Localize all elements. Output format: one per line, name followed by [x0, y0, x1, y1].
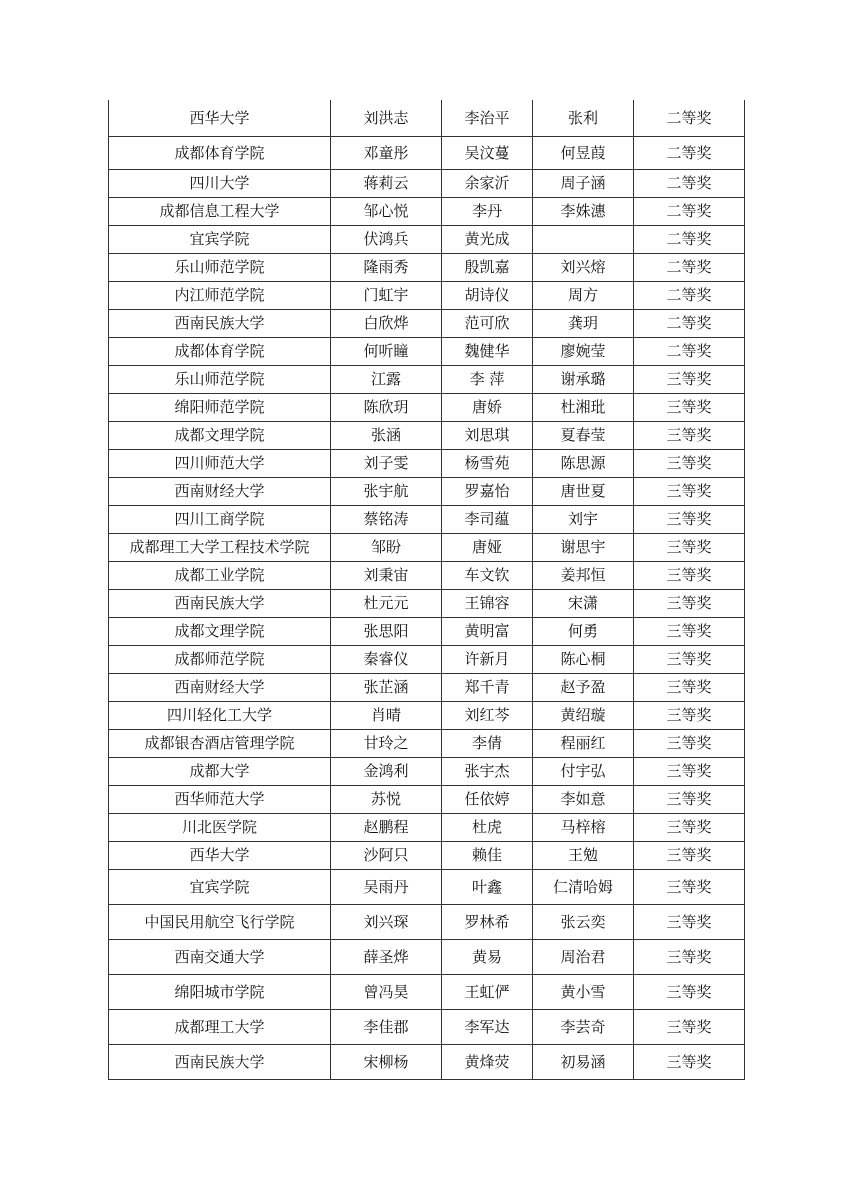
- school-cell: 绵阳城市学院: [109, 974, 331, 1009]
- table-row: [109, 1044, 745, 1079]
- school-cell: 西华师范大学: [109, 785, 331, 813]
- award-cell: 三等奖: [634, 533, 745, 561]
- member-cell: 伏鸿兵: [331, 225, 442, 253]
- school-cell: 四川大学: [109, 169, 331, 197]
- award-cell: 三等奖: [634, 785, 745, 813]
- award-cell: 三等奖: [634, 974, 745, 1009]
- school-cell: 四川轻化工大学: [109, 701, 331, 729]
- table-row: [109, 589, 745, 617]
- member-cell: 张宇航: [331, 477, 442, 505]
- member-cell: 赵予盈: [533, 673, 634, 701]
- member-cell: 殷凯嘉: [442, 253, 533, 281]
- member-cell: 周方: [533, 281, 634, 309]
- member-cell: 唐世夏: [533, 477, 634, 505]
- table-row: [109, 974, 745, 1009]
- school-cell: 西南财经大学: [109, 477, 331, 505]
- school-cell: 宜宾学院: [109, 869, 331, 904]
- member-cell: 李丹: [442, 197, 533, 225]
- school-cell: 成都理工大学工程技术学院: [109, 533, 331, 561]
- table-row: [109, 533, 745, 561]
- school-cell: 中国民用航空飞行学院: [109, 904, 331, 939]
- member-cell: 黄绍璇: [533, 701, 634, 729]
- school-cell: 乐山师范学院: [109, 253, 331, 281]
- award-cell: 二等奖: [634, 337, 745, 365]
- school-cell: 西南民族大学: [109, 1044, 331, 1079]
- member-cell: 廖婉莹: [533, 337, 634, 365]
- school-cell: 乐山师范学院: [109, 365, 331, 393]
- table-row: [109, 136, 745, 169]
- award-cell: 二等奖: [634, 197, 745, 225]
- school-cell: 成都理工大学: [109, 1009, 331, 1044]
- member-cell: 陈心桐: [533, 645, 634, 673]
- member-cell: 何听瞳: [331, 337, 442, 365]
- school-cell: 成都工业学院: [109, 561, 331, 589]
- school-cell: 西南民族大学: [109, 309, 331, 337]
- member-cell: 初易涵: [533, 1044, 634, 1079]
- award-cell: 三等奖: [634, 904, 745, 939]
- member-cell: 张思阳: [331, 617, 442, 645]
- school-cell: 成都文理学院: [109, 421, 331, 449]
- member-cell: 吴汶蔓: [442, 136, 533, 169]
- member-cell: 任依婷: [442, 785, 533, 813]
- member-cell: 李军达: [442, 1009, 533, 1044]
- awards-table: [108, 100, 745, 1080]
- member-cell: 宋柳杨: [331, 1044, 442, 1079]
- award-cell: 二等奖: [634, 281, 745, 309]
- member-cell: 李芸奇: [533, 1009, 634, 1044]
- award-cell: 三等奖: [634, 365, 745, 393]
- member-cell: 马梓榕: [533, 813, 634, 841]
- school-cell: 川北医学院: [109, 813, 331, 841]
- member-cell: 隆雨秀: [331, 253, 442, 281]
- member-cell: 曾冯昊: [331, 974, 442, 1009]
- school-cell: 成都文理学院: [109, 617, 331, 645]
- member-cell: 魏健华: [442, 337, 533, 365]
- member-cell: 邓童彤: [331, 136, 442, 169]
- school-cell: 西南交通大学: [109, 939, 331, 974]
- member-cell: 白欣烨: [331, 309, 442, 337]
- member-cell: 邹心悦: [331, 197, 442, 225]
- school-cell: 成都体育学院: [109, 337, 331, 365]
- award-cell: 三等奖: [634, 617, 745, 645]
- school-cell: 成都师范学院: [109, 645, 331, 673]
- member-cell: 李倩: [442, 729, 533, 757]
- award-cell: 二等奖: [634, 309, 745, 337]
- member-cell: 周子涵: [533, 169, 634, 197]
- member-cell: 金鸿利: [331, 757, 442, 785]
- member-cell: 赵鹏程: [331, 813, 442, 841]
- member-cell: 黄烽荧: [442, 1044, 533, 1079]
- table-row: [109, 477, 745, 505]
- award-cell: 三等奖: [634, 729, 745, 757]
- school-cell: 成都信息工程大学: [109, 197, 331, 225]
- table-row: [109, 645, 745, 673]
- table-row: [109, 253, 745, 281]
- member-cell: 姜邦恒: [533, 561, 634, 589]
- member-cell: [533, 225, 634, 253]
- member-cell: 杜湘玭: [533, 393, 634, 421]
- member-cell: 张利: [533, 100, 634, 136]
- member-cell: 黄光成: [442, 225, 533, 253]
- member-cell: 蒋莉云: [331, 169, 442, 197]
- award-cell: 三等奖: [634, 1009, 745, 1044]
- member-cell: 江露: [331, 365, 442, 393]
- member-cell: 邹盼: [331, 533, 442, 561]
- member-cell: 刘宇: [533, 505, 634, 533]
- award-cell: 三等奖: [634, 589, 745, 617]
- member-cell: 李治平: [442, 100, 533, 136]
- member-cell: 许新月: [442, 645, 533, 673]
- award-cell: 三等奖: [634, 757, 745, 785]
- member-cell: 程丽红: [533, 729, 634, 757]
- table-row: [109, 841, 745, 869]
- member-cell: 王虹俨: [442, 974, 533, 1009]
- award-cell: 三等奖: [634, 477, 745, 505]
- member-cell: 陈欣玥: [331, 393, 442, 421]
- member-cell: 王锦容: [442, 589, 533, 617]
- member-cell: 赖佳: [442, 841, 533, 869]
- member-cell: 杜元元: [331, 589, 442, 617]
- table-row: [109, 100, 745, 136]
- school-cell: 绵阳师范学院: [109, 393, 331, 421]
- award-cell: 二等奖: [634, 225, 745, 253]
- member-cell: 秦睿仪: [331, 645, 442, 673]
- school-cell: 西华大学: [109, 100, 331, 136]
- table-row: [109, 673, 745, 701]
- school-cell: 宜宾学院: [109, 225, 331, 253]
- member-cell: 郑千青: [442, 673, 533, 701]
- member-cell: 李 萍: [442, 365, 533, 393]
- table-row: [109, 869, 745, 904]
- member-cell: 唐娅: [442, 533, 533, 561]
- award-cell: 三等奖: [634, 1044, 745, 1079]
- award-cell: 三等奖: [634, 841, 745, 869]
- member-cell: 李佳郡: [331, 1009, 442, 1044]
- member-cell: 周治君: [533, 939, 634, 974]
- table-row: [109, 701, 745, 729]
- member-cell: 唐娇: [442, 393, 533, 421]
- member-cell: 刘兴琛: [331, 904, 442, 939]
- award-cell: 三等奖: [634, 505, 745, 533]
- member-cell: 吴雨丹: [331, 869, 442, 904]
- member-cell: 王勉: [533, 841, 634, 869]
- school-cell: 西南财经大学: [109, 673, 331, 701]
- award-cell: 三等奖: [634, 701, 745, 729]
- member-cell: 龚玥: [533, 309, 634, 337]
- member-cell: 甘玲之: [331, 729, 442, 757]
- member-cell: 夏春莹: [533, 421, 634, 449]
- table-row: [109, 365, 745, 393]
- member-cell: 何昱葭: [533, 136, 634, 169]
- member-cell: 谢思宇: [533, 533, 634, 561]
- table-row: [109, 309, 745, 337]
- member-cell: 蔡铭涛: [331, 505, 442, 533]
- member-cell: 肖晴: [331, 701, 442, 729]
- table-row: [109, 617, 745, 645]
- member-cell: 李姝潓: [533, 197, 634, 225]
- member-cell: 车文钦: [442, 561, 533, 589]
- table-row: [109, 757, 745, 785]
- table-row: [109, 449, 745, 477]
- award-cell: 二等奖: [634, 100, 745, 136]
- member-cell: 苏悦: [331, 785, 442, 813]
- member-cell: 罗嘉怡: [442, 477, 533, 505]
- member-cell: 胡诗仪: [442, 281, 533, 309]
- member-cell: 余家沂: [442, 169, 533, 197]
- award-cell: 二等奖: [634, 253, 745, 281]
- award-cell: 二等奖: [634, 136, 745, 169]
- table-row: [109, 393, 745, 421]
- member-cell: 仁清哈姆: [533, 869, 634, 904]
- member-cell: 门虹宇: [331, 281, 442, 309]
- award-cell: 三等奖: [634, 939, 745, 974]
- school-cell: 成都银杏酒店管理学院: [109, 729, 331, 757]
- table-row: [109, 337, 745, 365]
- member-cell: 杜虎: [442, 813, 533, 841]
- table-row: [109, 421, 745, 449]
- member-cell: 黄明富: [442, 617, 533, 645]
- member-cell: 范可欣: [442, 309, 533, 337]
- award-cell: 三等奖: [634, 869, 745, 904]
- member-cell: 薛圣烨: [331, 939, 442, 974]
- member-cell: 刘子雯: [331, 449, 442, 477]
- member-cell: 张宇杰: [442, 757, 533, 785]
- award-cell: 三等奖: [634, 673, 745, 701]
- member-cell: 刘思琪: [442, 421, 533, 449]
- table-row: [109, 197, 745, 225]
- table-row: [109, 729, 745, 757]
- table-row: [109, 505, 745, 533]
- table-row: [109, 561, 745, 589]
- member-cell: 罗林希: [442, 904, 533, 939]
- table-row: [109, 281, 745, 309]
- table-row: [109, 1009, 745, 1044]
- table-row: [109, 225, 745, 253]
- school-cell: 四川师范大学: [109, 449, 331, 477]
- table-row: [109, 939, 745, 974]
- award-cell: 三等奖: [634, 421, 745, 449]
- school-cell: 四川工商学院: [109, 505, 331, 533]
- member-cell: 何勇: [533, 617, 634, 645]
- member-cell: 刘兴熔: [533, 253, 634, 281]
- member-cell: 张芷涵: [331, 673, 442, 701]
- member-cell: 陈思源: [533, 449, 634, 477]
- member-cell: 黄小雪: [533, 974, 634, 1009]
- member-cell: 谢承璐: [533, 365, 634, 393]
- school-cell: 西南民族大学: [109, 589, 331, 617]
- school-cell: 成都体育学院: [109, 136, 331, 169]
- award-cell: 三等奖: [634, 449, 745, 477]
- table-row: [109, 785, 745, 813]
- member-cell: 刘红芩: [442, 701, 533, 729]
- school-cell: 成都大学: [109, 757, 331, 785]
- school-cell: 内江师范学院: [109, 281, 331, 309]
- member-cell: 张涵: [331, 421, 442, 449]
- member-cell: 张云奕: [533, 904, 634, 939]
- member-cell: 黄易: [442, 939, 533, 974]
- member-cell: 李司蕴: [442, 505, 533, 533]
- award-cell: 三等奖: [634, 561, 745, 589]
- member-cell: 付宇弘: [533, 757, 634, 785]
- member-cell: 宋潇: [533, 589, 634, 617]
- member-cell: 李如意: [533, 785, 634, 813]
- member-cell: 杨雪苑: [442, 449, 533, 477]
- member-cell: 刘秉宙: [331, 561, 442, 589]
- member-cell: 刘洪志: [331, 100, 442, 136]
- table-row: [109, 169, 745, 197]
- awards-table-body: [109, 100, 745, 1079]
- school-cell: 西华大学: [109, 841, 331, 869]
- award-cell: 三等奖: [634, 393, 745, 421]
- member-cell: 叶鑫: [442, 869, 533, 904]
- award-cell: 二等奖: [634, 169, 745, 197]
- table-row: [109, 904, 745, 939]
- member-cell: 沙阿只: [331, 841, 442, 869]
- award-cell: 三等奖: [634, 645, 745, 673]
- award-cell: 三等奖: [634, 813, 745, 841]
- table-row: [109, 813, 745, 841]
